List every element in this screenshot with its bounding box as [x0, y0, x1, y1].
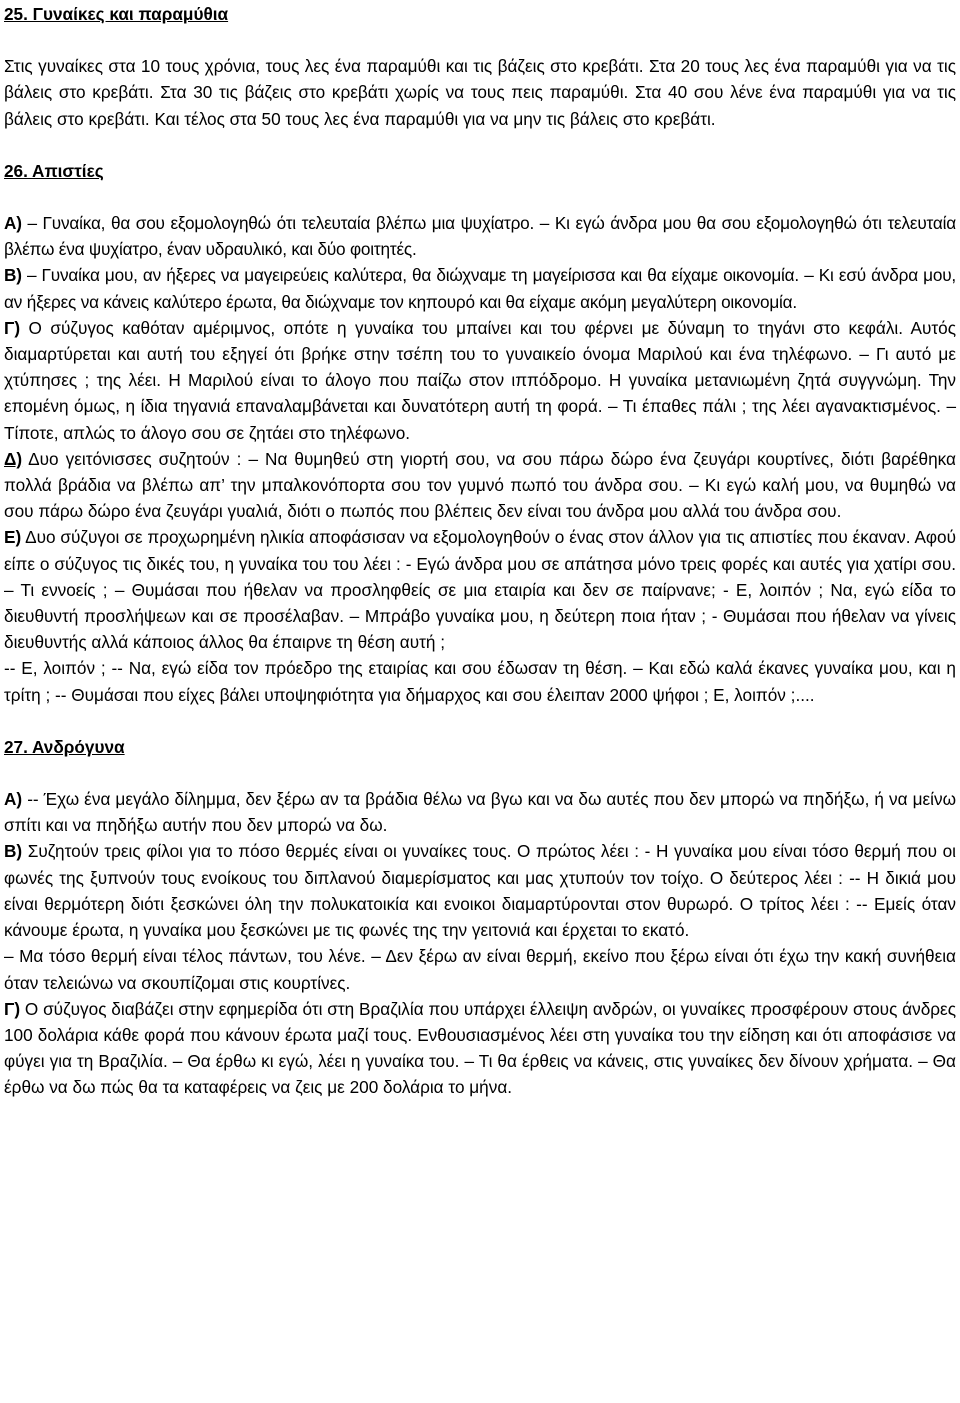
joke-text: Ο σύζυγος διαβάζει στην εφημερίδα ότι στη Βραζιλία που υπάρχει έλλειψη ανδρών, οι γυναίκες προσφέρουν στους άνδρες 100 δολάρια κάθε φορά που κάνουν έρωτα μαζί τους. Ενθουσιασμένος λέει στη γυναίκα του την είδηση και ότι αποφάσισε να φύγει για τη Βραζιλία. – Θα έρθω κι εγώ, λέει η γυναίκα του. – Τι θα έρθεις να κάνεις, στις γυναίκες δεν δίνουν χρήματα. – Θα έρθω να δω πώς θα τα καταφέρεις να ζεις με 200 δολάρια το μήνα. — [4, 998, 956, 1098]
joke-26-g — [4, 315, 956, 446]
joke-label: Γ) — [4, 998, 21, 1019]
joke-text: – Γυναίκα μου, αν ήξερες να μαγειρεύεις καλύτερα, θα διώχναμε τη μαγείρισσα και θα είχαμε οικονομία. – Κι εσύ άνδρα μου, αν ήξερες να κάνεις καλύτερο έρωτα, θα διώχναμε τον κηπουρό και θα είχαμε ακόμη μεγαλύτερη οικονομία. — [4, 265, 956, 312]
joke-label: Ε) — [4, 527, 22, 548]
joke-text: – Γυναίκα, θα σου εξομολογηθώ ότι τελευταία βλέπω μια ψυχίατρο. – Κι εγώ άνδρα μου θα σου εξομολογηθώ ότι τελευταία βλέπω ένα ψυχίατρο, έναν υδραυλικό, και δύο φοιτητές. — [4, 213, 956, 260]
joke-text: Δυο γειτόνισσες συζητούν : – Να θυμηθεύ στη γιορτή σου, να σου πάρω δώρο ένα ζευγάρι κουρτίνες, διότι βαρέθηκα πολλά βράδια να βλέπω απ’ την μπαλκονόπορτα σου τον γυμνό πωπό του άνδρα σου. – Κι εγώ καλή μου, να θυμηθώ να σου πάρω δώρο ένα ζευγάρι γυαλιά, διότι ο πωπός που βλέπεις δεν είναι του άνδρα μου αλλά του άνδρα σου. — [4, 448, 956, 522]
joke-label: Α) — [4, 213, 22, 234]
joke-text: Ο σύζυγος καθόταν αμέριμνος, οπότε η γυναίκα του μπαίνει και του φέρνει με δύναμη το τηγάνι στο κεφάλι. Αυτός διαμαρτύρεται και αυτή του εξηγεί ότι βρήκε στην τσέπη του το γυναικείο όνομα Μαριλού και ένα τηλέφωνο. – Γι αυτό με χτύπησες ; της λέει. Η Μαριλού είναι το άλογο που παίζω στον ιππόδρομο. Η γυναίκα μετανιωμένη ζητά συγγνώμη. Την επομένη όμως, η ίδια τηγανιά επαναλαμβάνεται και δυνατότερη αυτή τη φορά. – Τι έπαθες πάλι ; της λέει αγανακτισμένος. – Τίποτε, απλώς το άλογο σου σε ζητάει στο τηλέφωνο. — [4, 317, 957, 443]
joke-26-a — [4, 210, 956, 262]
joke-26-d — [4, 446, 956, 525]
joke-26-b — [4, 262, 956, 314]
joke-label: Γ) — [4, 317, 21, 338]
joke-26-e — [4, 524, 956, 655]
document-page — [4, 0, 956, 1101]
joke-27-a — [4, 786, 956, 838]
section-25-title: 25. Γυναίκες και παραμύθια — [4, 4, 229, 24]
section-25-text: Στις γυναίκες στα 10 τους χρόνια, τους λες ένα παραμύθι και τις βάζεις στο κρεβάτι. Στα 20 τους λες ένα παραμύθι για να τις βάλεις στο κρεβάτι. Στα 30 τις βάζεις στο κρεβάτι χωρίς να τους πεις παραμύθι. Στα 40 σου λένε ένα παραμύθι για να τις βάλεις στο κρεβάτι. Και τέλος στα 50 τους λες ένα παραμύθι για να μην τις βάλεις στο κρεβάτι. — [4, 56, 956, 129]
section-26-title: 26. Απιστίες — [4, 160, 104, 181]
joke-26-e-continued: -- Ε, λοιπόν ; -- Να, εγώ είδα τον πρόεδρο της εταιρίας και σου έδωσαν τη θέση. – Και εδώ καλά έκανες γυναίκα μου, και η τρίτη ; -- Θυμάσαι που είχες βάλει υποψηφιότητα για δήμαρχος και σου έλειπαν 2000 ψήφοι ; Ε, λοιπόν ;.... — [4, 658, 956, 705]
joke-27-b — [4, 838, 956, 943]
joke-text: -- Έχω ένα μεγάλο δίλημμα, δεν ξέρω αν τα βράδια θέλω να βγω και να δω αυτές που δεν μπορώ να πηδήξω, ή να μείνω σπίτι και να πηδήξω αυτήν που δεν μπορώ να δω. — [4, 789, 956, 836]
joke-text: Δυο σύζυγοι σε προχωρημένη ηλικία αποφάσισαν να εξομολογηθούν ο ένας στον άλλον για τις απιστίες που έκαναν. Αφού είπε ο σύζυγος τις δικές του, η γυναίκα του του λέει : - Εγώ άνδρα μου σε απάτησα μόνο τρεις φορές και αυτές για χατίρι σου. – Τι εννοείς ; – Θυμάσαι που ήθελαν να προσληφθείς σε μια εταιρία και δεν σε παίρνανε; - Ε, λοιπόν ; Να, εγώ είδα το διευθυντή προσλήψεων και σε προσέλαβαν. – Μπράβο γυναίκα μου, η δεύτερη ποια ήταν ; - Θυμάσαι που ήθελαν να γίνεις διευθυντής αλλά κάποιος άλλος θα έπαιρνε τη θέση αυτή ; — [4, 527, 957, 653]
joke-label: Β) — [4, 265, 22, 286]
joke-27-b-continued: – Μα τόσο θερμή είναι τέλος πάντων, του λένε. – Δεν ξέρω αν είναι θερμή, εκείνο που ξέρω είναι ότι έχω την κακή συνήθεια όταν τελειώνω να σκουπίζομαι στις κουρτίνες. — [4, 946, 956, 993]
joke-label: Δ) — [4, 448, 23, 469]
joke-label: Β) — [4, 841, 23, 862]
joke-text: Συζητούν τρεις φίλοι για το πόσο θερμές είναι οι γυναίκες τους. Ο πρώτος λέει : - Η γυναίκα μου είναι τόσο θερμή που οι φωνές της ξυπνούν τους ενοίκους του διπλανού διαμερίσματος και μας χτυπούν τον τοίχο. Ο δεύτερος λέει : -- Η δικιά μου είναι θερμότερη διότι ξεσκώνει όλη την πολυκατοικία και ενοικοι διαμαρτύρονται στον θυρωρό. Ο τρίτος λέει : -- Εμείς όταν κάνουμε έρωτα, η γυναίκα μου ξεσκώνει με τις φωνές της την γειτονιά και έρχεται το εκατό. — [4, 841, 956, 941]
joke-27-g — [4, 996, 956, 1101]
section-27-title: 27. Ανδρόγυνα — [4, 736, 125, 757]
joke-label: Α) — [4, 789, 23, 810]
